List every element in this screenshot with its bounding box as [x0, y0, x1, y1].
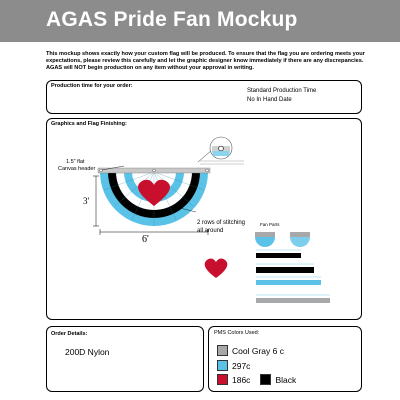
fan-parts-label: Fan Parts: [260, 222, 280, 227]
graphics-heading: Graphics and Flag Finishing:: [51, 121, 127, 127]
swatch-297c: [217, 360, 228, 371]
header-label-1: 1.5" flat: [66, 159, 85, 165]
stitch-label-1: 2 rows of stitching: [197, 220, 246, 226]
pms-label-black: Black: [275, 374, 297, 385]
swatch-186c: [217, 374, 228, 385]
production-line-1: Standard Production Time: [247, 88, 317, 94]
fan-flag: [98, 168, 210, 226]
pms-label-297c: 297c: [232, 360, 251, 371]
pms-color-cool-gray: [217, 345, 284, 356]
order-box: [46, 326, 204, 392]
grommet-detail: [210, 137, 232, 159]
order-heading: Order Details:: [51, 331, 88, 337]
heart-icon: [205, 259, 228, 278]
page-title: AGAS Pride Fan Mockup: [46, 8, 298, 31]
height-label: 3': [83, 196, 90, 206]
production-line-2: No In Hand Date: [247, 97, 292, 103]
pms-color-297c: [217, 360, 250, 371]
order-material: 200D Nylon: [65, 347, 110, 357]
pms-heading: PMS Colors Used:: [214, 330, 260, 336]
swatch-black: [260, 374, 271, 385]
production-heading: Production time for your order:: [51, 83, 133, 89]
pms-color-186c: [217, 374, 296, 385]
swatch-cool-gray: [217, 345, 228, 356]
fan-parts-diagram: [255, 232, 330, 303]
intro-text: This mockup shows exactly how your custom flag will be produced. To ensure that the flag you are ordering meets your expectations, please review this carefully and let the graphic designer know immediately if there are any discrepancies. AGAS will NOT begin production on any item without your approval in writing.: [46, 51, 365, 72]
width-label: 6': [142, 234, 149, 245]
pms-label-186c: 186c: [232, 374, 251, 385]
pms-label-cool-gray: Cool Gray 6 c: [232, 345, 284, 356]
stitch-label-2: all around: [197, 228, 224, 234]
header-label-2: Canvas header: [58, 166, 96, 172]
